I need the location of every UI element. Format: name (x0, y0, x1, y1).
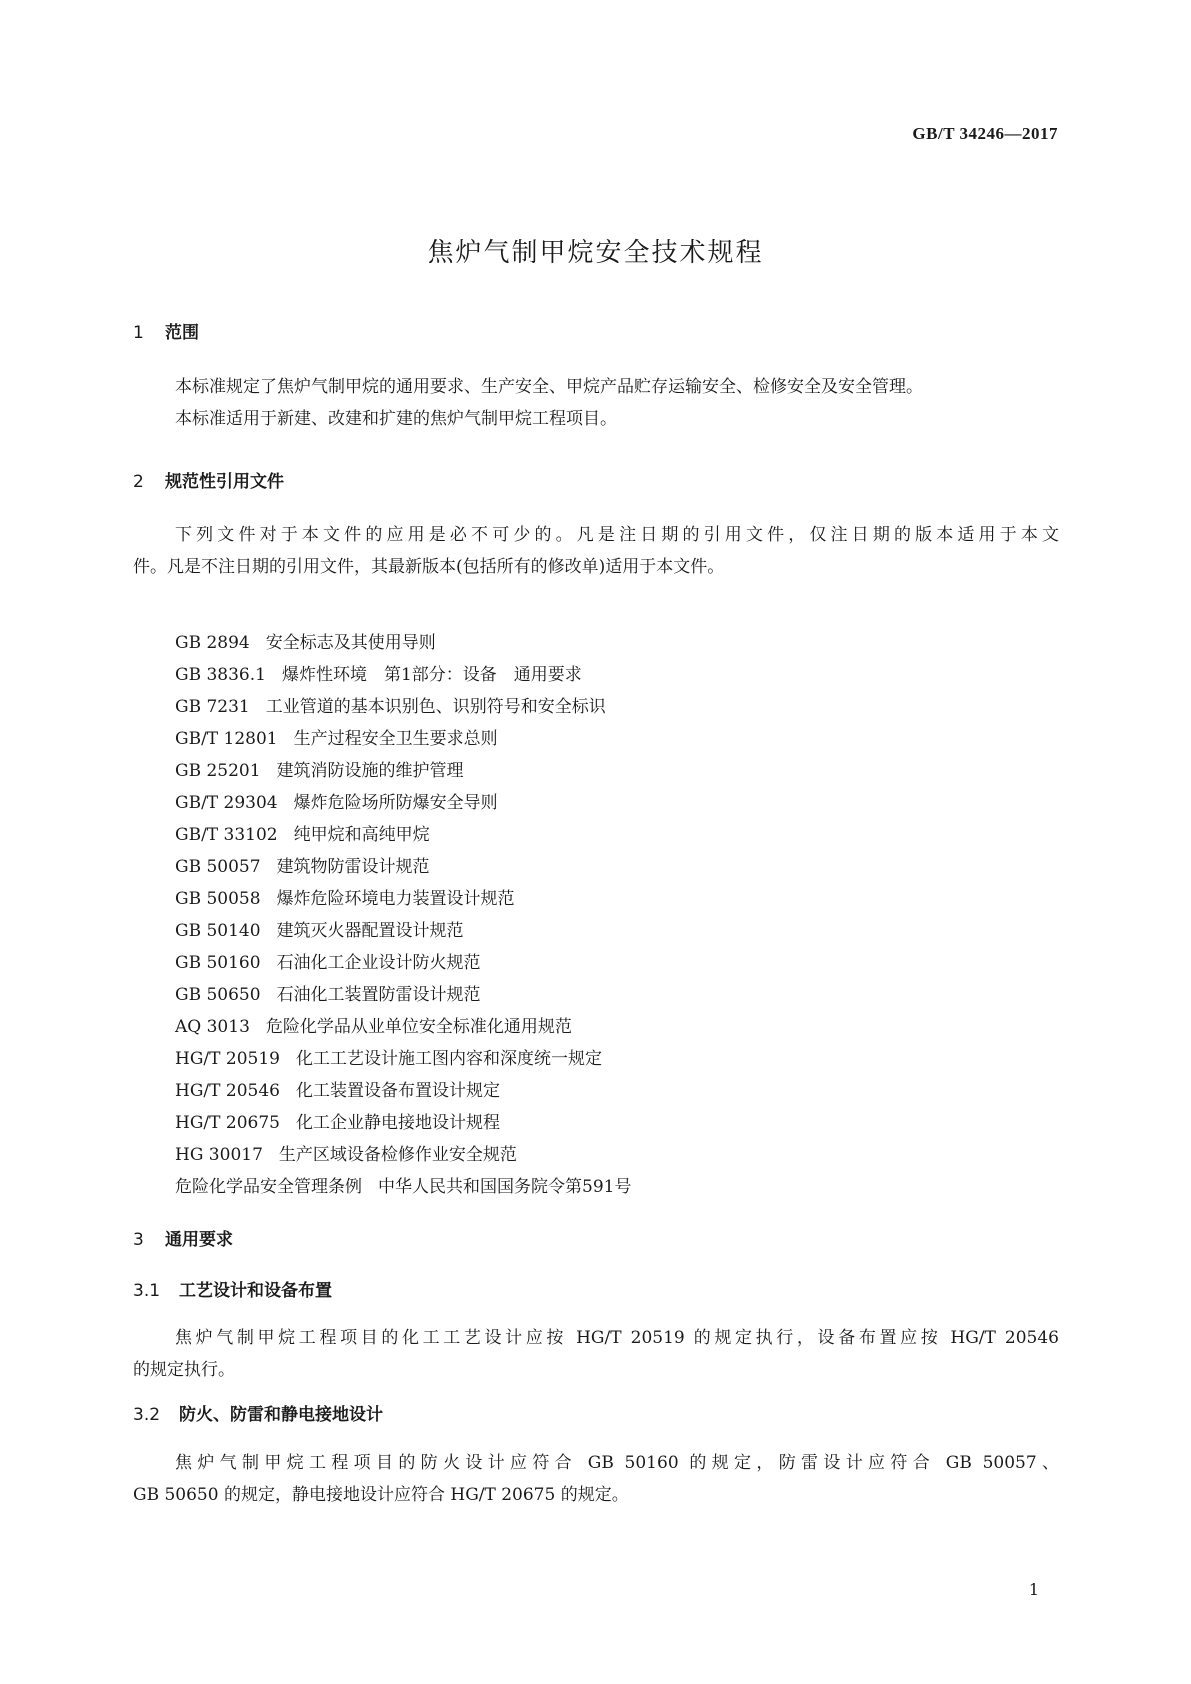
paragraph-line: 下列文件对于本文件的应用是必不可少的。凡是注日期的引用文件，仅注日期的版本适用于本文 (175, 525, 1059, 545)
reference-name: 化工装置设备布置设计规定 (295, 1081, 500, 1101)
section-heading-2 (133, 467, 284, 492)
reference-code: GB 3836.1 (175, 665, 266, 685)
reference-item (175, 883, 631, 915)
section-title: 防火、防雷和静电接地设计 (179, 1405, 383, 1425)
reference-item (175, 915, 631, 947)
section-title: 规范性引用文件 (165, 472, 284, 492)
section-number: 1 (133, 323, 144, 343)
reference-name: 生产区域设备检修作业安全规范 (278, 1145, 517, 1165)
reference-code: GB 2894 (175, 633, 250, 653)
reference-name: 纯甲烷和高纯甲烷 (293, 825, 430, 845)
reference-name: 危险化学品从业单位安全标准化通用规范 (265, 1017, 572, 1037)
reference-name: 石油化工装置防雷设计规范 (276, 985, 481, 1005)
section-1-body (133, 371, 1059, 435)
reference-code: GB 50650 (175, 985, 261, 1005)
reference-name: 化工企业静电接地设计规程 (295, 1113, 500, 1133)
paragraph-line: 本标准适用于新建、改建和扩建的焦炉气制甲烷工程项目。 (175, 409, 617, 429)
reference-name: 爆炸危险场所防爆安全导则 (293, 793, 498, 813)
section-2-intro (133, 519, 1059, 583)
reference-code: GB 50160 (175, 953, 261, 973)
reference-name: 中华人民共和国国务院令第591号 (378, 1177, 632, 1197)
reference-code: GB/T 12801 (175, 729, 278, 749)
document-title: 焦炉气制甲烷安全技术规程 (427, 238, 764, 268)
reference-name: 建筑灭火器配置设计规范 (276, 921, 464, 941)
section-number: 3.2 (133, 1405, 161, 1425)
reference-list (175, 627, 631, 1203)
section-3-1-body (133, 1322, 1059, 1386)
reference-item (175, 691, 631, 723)
reference-code: 危险化学品安全管理条例 (175, 1177, 362, 1197)
reference-item (175, 979, 631, 1011)
section-heading-3-2 (133, 1400, 383, 1425)
reference-item (175, 659, 631, 691)
reference-name: 生产过程安全卫生要求总则 (293, 729, 498, 749)
section-heading-1 (133, 318, 199, 343)
reference-item (175, 627, 631, 659)
paragraph-line: GB 50650 的规定，静电接地设计应符合 HG/T 20675 的规定。 (133, 1485, 629, 1505)
reference-code: AQ 3013 (175, 1017, 250, 1037)
section-title: 范围 (165, 323, 199, 343)
section-title: 通用要求 (165, 1230, 233, 1250)
reference-item (175, 1171, 631, 1203)
reference-name: 建筑物防雷设计规范 (276, 857, 430, 877)
section-heading-3 (133, 1225, 233, 1250)
reference-name: 工业管道的基本识别色、识别符号和安全标识 (265, 697, 606, 717)
reference-name: 化工工艺设计施工图内容和深度统一规定 (295, 1049, 602, 1069)
reference-item (175, 787, 631, 819)
paragraph-line: 焦炉气制甲烷工程项目的防火设计应符合 GB 50160 的规定，防雷设计应符合 GB 50057、 (175, 1453, 1059, 1473)
reference-item (175, 1075, 631, 1107)
reference-item (175, 1107, 631, 1139)
reference-item (175, 1011, 631, 1043)
paragraph-line: 件。凡是不注日期的引用文件，其最新版本(包括所有的修改单)适用于本文件。 (133, 557, 725, 577)
paragraph-line: 本标准规定了焦炉气制甲烷的通用要求、生产安全、甲烷产品贮存运输安全、检修安全及安全管理。 (175, 377, 923, 397)
section-number: 3.1 (133, 1281, 161, 1301)
paragraph-line: 焦炉气制甲烷工程项目的化工工艺设计应按 HG/T 20519 的规定执行，设备布置应按 HG/T 20546 (175, 1328, 1059, 1348)
reference-item (175, 851, 631, 883)
reference-item (175, 1139, 631, 1171)
reference-code: GB 50057 (175, 857, 261, 877)
reference-item (175, 1043, 631, 1075)
reference-item (175, 819, 631, 851)
reference-item (175, 723, 631, 755)
reference-code: HG/T 20546 (175, 1081, 280, 1101)
reference-item (175, 947, 631, 979)
reference-name: 爆炸性环境 第1部分：设备 通用要求 (281, 665, 582, 685)
section-number: 2 (133, 472, 144, 492)
reference-name: 安全标志及其使用导则 (265, 633, 436, 653)
reference-name: 石油化工企业设计防火规范 (276, 953, 481, 973)
reference-code: GB/T 29304 (175, 793, 278, 813)
reference-code: HG/T 20519 (175, 1049, 280, 1069)
reference-code: HG 30017 (175, 1145, 263, 1165)
paragraph-line: 的规定执行。 (133, 1360, 235, 1380)
page-number: 1 (1028, 1580, 1039, 1599)
reference-code: GB/T 33102 (175, 825, 278, 845)
standard-number: GB/T 34246—2017 (912, 124, 1058, 143)
section-number: 3 (133, 1230, 144, 1250)
reference-item (175, 755, 631, 787)
reference-code: GB 25201 (175, 761, 261, 781)
section-3-2-body (133, 1447, 1059, 1511)
reference-name: 爆炸危险环境电力装置设计规范 (276, 889, 515, 909)
section-title: 工艺设计和设备布置 (179, 1281, 332, 1301)
section-heading-3-1 (133, 1276, 332, 1301)
reference-code: GB 50140 (175, 921, 261, 941)
reference-code: GB 50058 (175, 889, 261, 909)
reference-name: 建筑消防设施的维护管理 (276, 761, 464, 781)
reference-code: GB 7231 (175, 697, 250, 717)
reference-code: HG/T 20675 (175, 1113, 280, 1133)
